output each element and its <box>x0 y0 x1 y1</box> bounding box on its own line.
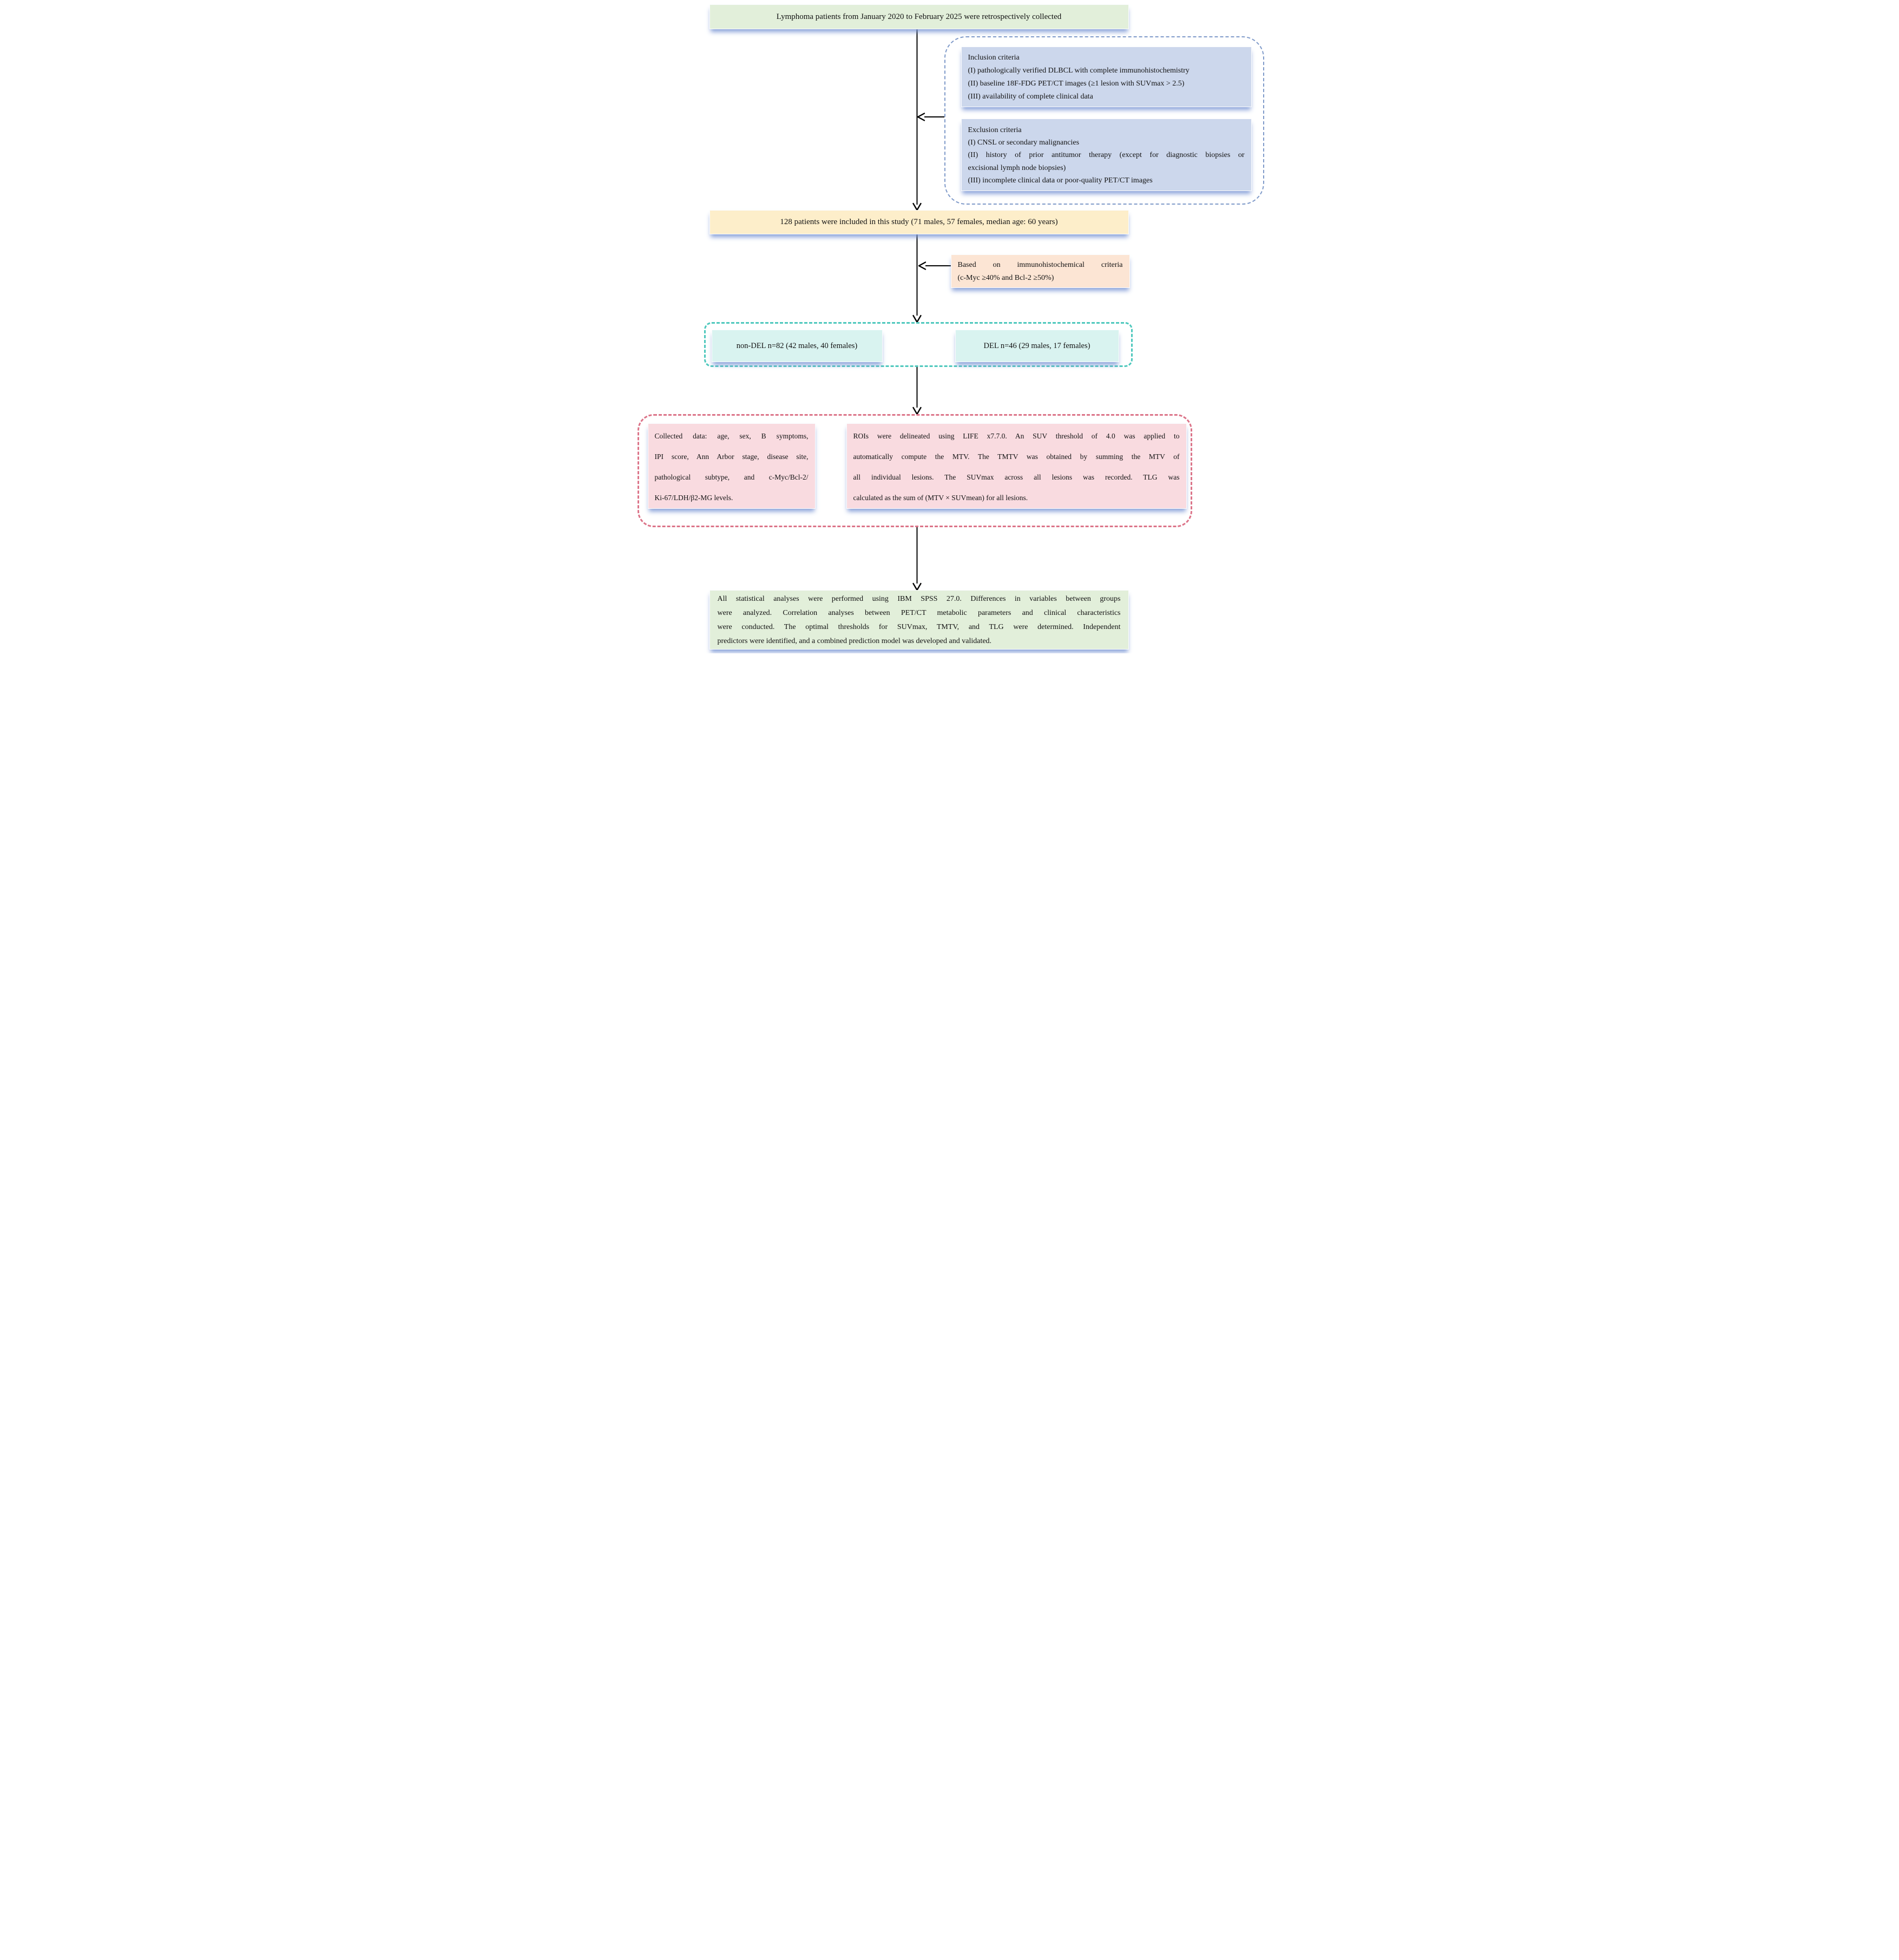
exclusion-line: (II) history of prior antitumor therapy (except for diagnostic biopsies or <box>968 151 1245 160</box>
box-exclusion-criteria <box>961 119 1252 191</box>
box-patient-collection <box>709 4 1129 29</box>
exclusion-line: excisional lymph node biopsies) <box>968 163 1066 172</box>
inclusion-line: (III) availability of complete clinical data <box>968 93 1093 101</box>
arrowhead-left-criteria <box>918 114 924 121</box>
box-del <box>955 330 1119 362</box>
collected-data-line: Ki-67/LDH/β2-MG levels. <box>654 494 733 502</box>
arrowhead-down-data-group <box>913 408 921 414</box>
box-ihc-criteria <box>951 254 1130 288</box>
roi-methods-line: calculated as the sum of (MTV × SUVmean) for all lesions. <box>853 494 1028 502</box>
inclusion-line: Inclusion criteria <box>968 54 1020 62</box>
statistics-line: All statistical analyses were performed using IBM SPSS 27.0. Differences in variables between groups <box>717 595 1121 603</box>
collected-data-line: pathological subtype, and c-Myc/Bcl-2/ <box>654 473 809 481</box>
roi-methods-line: ROIs were delineated using LIFE x7.7.0. An SUV threshold of 4.0 was applied to <box>853 432 1180 440</box>
box-collected-data <box>648 423 816 509</box>
collected-data-line: IPI score, Ann Arbor stage, disease site, <box>654 453 809 461</box>
box-inclusion-criteria <box>961 47 1252 107</box>
patient-collection-text: Lymphoma patients from January 2020 to February 2025 were retrospectively collected <box>776 12 1062 21</box>
arrowhead-left-ihc <box>919 263 925 270</box>
non-del-text: non-DEL n=82 (42 males, 40 females) <box>736 341 858 350</box>
ihc-criteria-line: Based on immunohistochemical criteria <box>957 261 1123 269</box>
ihc-criteria-line: (c-Myc ≥40% and Bcl-2 ≥50%) <box>957 274 1054 282</box>
statistics-line: were conducted. The optimal thresholds for SUVmax, TMTV, and TLG were determined. Independent <box>717 623 1121 631</box>
included-patients-text: 128 patients were included in this study (71 males, 57 females, median age: 60 years) <box>780 218 1058 226</box>
exclusion-line: Exclusion criteria <box>968 126 1022 134</box>
exclusion-line: (I) CNSL or secondary malignancies <box>968 139 1080 147</box>
box-non-del <box>712 330 883 362</box>
box-statistical-analysis <box>709 590 1129 650</box>
statistics-line: predictors were identified, and a combined prediction model was developed and validated. <box>717 637 992 645</box>
del-text: DEL n=46 (29 males, 17 females) <box>983 341 1090 350</box>
arrowhead-down-del-group <box>913 316 921 322</box>
arrowhead-down-statistics <box>913 584 921 590</box>
box-roi-methods <box>846 423 1187 509</box>
exclusion-line: (III) incomplete clinical data or poor-quality PET/CT images <box>968 176 1153 185</box>
patient-flowchart <box>633 0 1266 653</box>
inclusion-line: (I) pathologically verified DLBCL with complete immunohistochemistry <box>968 67 1190 75</box>
roi-methods-line: automatically compute the MTV. The TMTV was obtained by summing the MTV of <box>853 453 1180 461</box>
arrowhead-down-included <box>913 204 921 210</box>
inclusion-line: (II) baseline 18F-FDG PET/CT images (≥1 lesion with SUVmax > 2.5) <box>968 80 1185 88</box>
statistics-line: were analyzed. Correlation analyses between PET/CT metabolic parameters and clinical characteristics <box>717 609 1121 617</box>
collected-data-line: Collected data: age, sex, B symptoms, <box>654 432 809 440</box>
box-included-patients <box>709 210 1129 234</box>
roi-methods-line: all individual lesions. The SUVmax across all lesions was recorded. TLG was <box>853 473 1180 481</box>
